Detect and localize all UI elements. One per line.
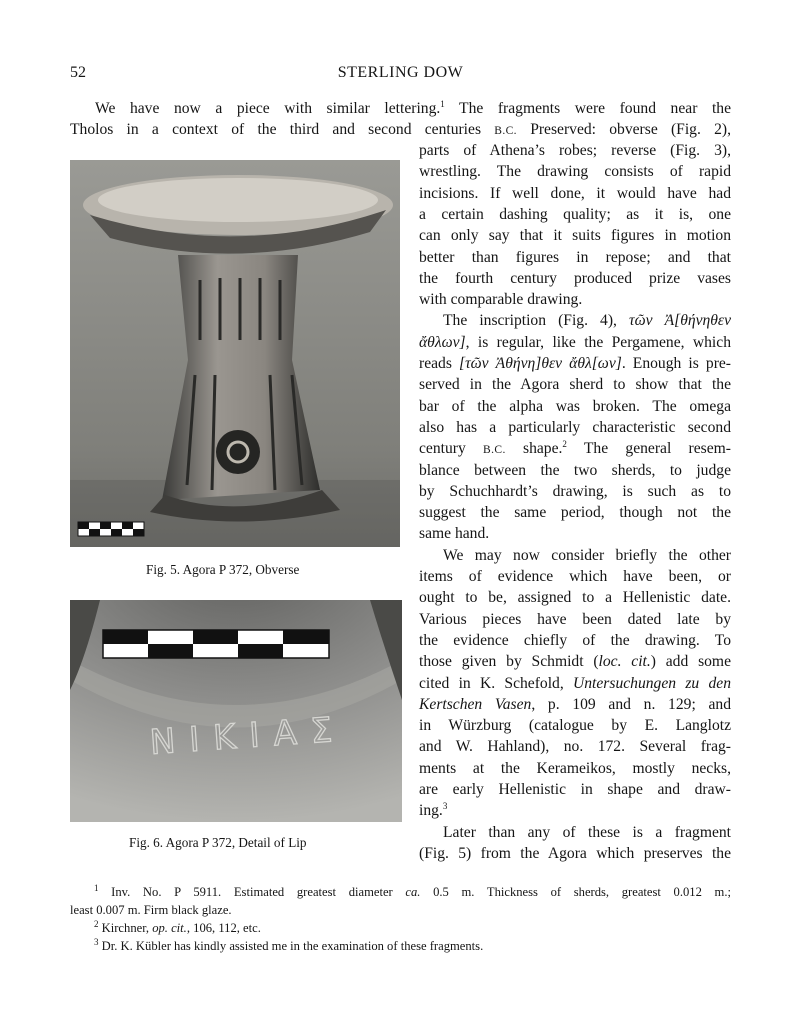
text-run: , p. 109 and n. 129; and bbox=[531, 695, 731, 713]
lip-detail-illustration bbox=[70, 600, 402, 822]
text-run: The fragments were found near the bbox=[444, 100, 731, 117]
text-run: [τῶν Ἀθήνη]θεν ἄθλ[ων] bbox=[459, 355, 622, 372]
running-head: STERLING DOW bbox=[337, 64, 464, 81]
body-line-2 bbox=[70, 119, 731, 142]
text-run: reads bbox=[419, 355, 459, 372]
body-line-16: also has a particularly characteristic second bbox=[419, 418, 731, 436]
text-run: The inscription (Fig. 4), bbox=[443, 312, 630, 330]
small-caps: B.C. bbox=[494, 125, 517, 137]
footnote-3 bbox=[94, 937, 483, 955]
text-run: The general resem- bbox=[566, 440, 731, 458]
body-line-35: Later than any of these is a fragment bbox=[443, 823, 731, 841]
text-run: We have now a piece with similar lettering. bbox=[95, 100, 441, 117]
body-line-28 bbox=[419, 673, 731, 694]
text-run: Inv. No. P 5911. Estimated greatest diameter bbox=[98, 885, 406, 899]
footnote-mark: 3 bbox=[94, 936, 99, 947]
footnote-mark: 1 bbox=[94, 882, 99, 893]
text-run: ing. bbox=[419, 802, 443, 820]
body-line-33: are early Hellenistic in shape and draw- bbox=[419, 781, 731, 798]
body-line-5: incisions. If well done, it would have had bbox=[419, 184, 731, 202]
text-run: cited in K. Schefold, bbox=[419, 674, 573, 692]
text-run: ) add some bbox=[650, 653, 731, 671]
footnote-mark: 2 bbox=[94, 918, 99, 929]
text-run: loc. cit. bbox=[598, 653, 651, 671]
body-line-32: ments at the Kerameikos, mostly necks, bbox=[419, 759, 731, 777]
body-line-8: better than figures in repose; and that bbox=[419, 248, 731, 266]
text-run: 0.5 m. Thickness of sherds, greatest 0.012 m.; bbox=[420, 885, 731, 899]
body-line-27 bbox=[419, 651, 731, 672]
footnote-ref: 2 bbox=[562, 439, 567, 449]
body-line-14: served in the Agora sherd to show that the bbox=[419, 376, 731, 394]
text-run: . Enough is pre- bbox=[621, 355, 731, 372]
incised-letters: ΝΙΚΙΑΣ bbox=[148, 709, 348, 763]
body-line-24: ought to be, assigned to a Hellenistic date. bbox=[419, 589, 731, 607]
body-line-7: can only say that it suits figures in motion bbox=[419, 227, 731, 245]
text-run: Preserved: obverse (Fig. 2), bbox=[516, 121, 732, 138]
body-line-20: suggest the same period, though not the bbox=[419, 504, 731, 522]
body-line-25: Various pieces have been dated late by bbox=[419, 610, 731, 628]
body-line-11 bbox=[443, 310, 731, 331]
body-line-30: in Würzburg (catalogue by E. Langlotz bbox=[419, 717, 731, 735]
text-run: shape. bbox=[505, 440, 563, 458]
figure-6-photo bbox=[70, 600, 402, 822]
body-line-17 bbox=[419, 438, 731, 461]
footnote-ref: 3 bbox=[442, 801, 448, 812]
text-run: Dr. K. Kübler has kindly assisted me in the examination of these fragments. bbox=[98, 939, 484, 953]
text-run: , is regular, like the Pergamene, which bbox=[465, 333, 731, 351]
body-line-34 bbox=[419, 800, 731, 821]
body-line-19: by Schuchhardt’s drawing, is such as to bbox=[419, 482, 731, 500]
body-line-29 bbox=[419, 694, 731, 715]
body-line-4: wrestling. The drawing consists of rapid bbox=[419, 163, 731, 181]
page-number: 52 bbox=[70, 64, 86, 81]
body-line-18: blance between the two sherds, to judge bbox=[419, 461, 731, 479]
figure-5-caption: Fig. 5. Agora P 372, Obverse bbox=[146, 562, 300, 577]
body-line-26: the evidence chiefly of the drawing. To bbox=[419, 631, 731, 649]
body-line-3: parts of Athena’s robes; reverse (Fig. 3), bbox=[419, 142, 731, 159]
text-run: century bbox=[419, 440, 484, 458]
text-run: Kirchner, bbox=[98, 921, 153, 935]
figure-6-caption: Fig. 6. Agora P 372, Detail of Lip bbox=[129, 835, 307, 850]
text-run: , 106, 112, etc. bbox=[186, 921, 261, 935]
text-run: Kertschen Vasen bbox=[419, 695, 532, 713]
text-run: those given by Schmidt ( bbox=[419, 653, 599, 671]
body-line-1 bbox=[95, 98, 731, 119]
figure-5-photo bbox=[70, 160, 400, 547]
footnote-1-line-2: least 0.007 m. Firm black glaze. bbox=[70, 903, 232, 917]
text-run: ἄθλων] bbox=[419, 333, 466, 351]
text-run: ca. bbox=[405, 885, 421, 899]
footnote-1-line-1 bbox=[94, 883, 731, 901]
body-line-12 bbox=[419, 332, 731, 353]
text-run: τῶν Ἀ[θήνηθεν bbox=[629, 312, 731, 330]
text-run: Tholos in a context of the third and second centuries bbox=[70, 121, 495, 138]
body-line-6: a certain dashing quality; as it is, one bbox=[419, 205, 731, 223]
body-line-15: bar of the alpha was broken. The omega bbox=[419, 397, 731, 415]
body-line-21: same hand. bbox=[419, 525, 490, 543]
footnote-ref-1: 1 bbox=[440, 98, 445, 109]
scale-bar bbox=[103, 630, 329, 658]
body-line-22: We may now consider briefly the other bbox=[443, 546, 731, 564]
body-line-36: (Fig. 5) from the Agora which preserves the bbox=[419, 844, 731, 862]
body-line-13 bbox=[419, 353, 731, 374]
scale-bar bbox=[78, 522, 144, 536]
body-line-23: items of evidence which have been, or bbox=[419, 568, 731, 585]
footnote-2 bbox=[94, 919, 261, 937]
body-line-10: with comparable drawing. bbox=[419, 291, 583, 309]
text-run: op. cit. bbox=[152, 921, 187, 935]
body-line-9: the fourth century produced prize vases bbox=[419, 269, 731, 287]
text-run: Untersuchungen zu den bbox=[573, 674, 731, 692]
body-line-31: and W. Hahland), no. 172. Several frag- bbox=[419, 738, 731, 756]
vase-illustration bbox=[70, 160, 400, 547]
small-caps: B.C. bbox=[483, 444, 506, 457]
